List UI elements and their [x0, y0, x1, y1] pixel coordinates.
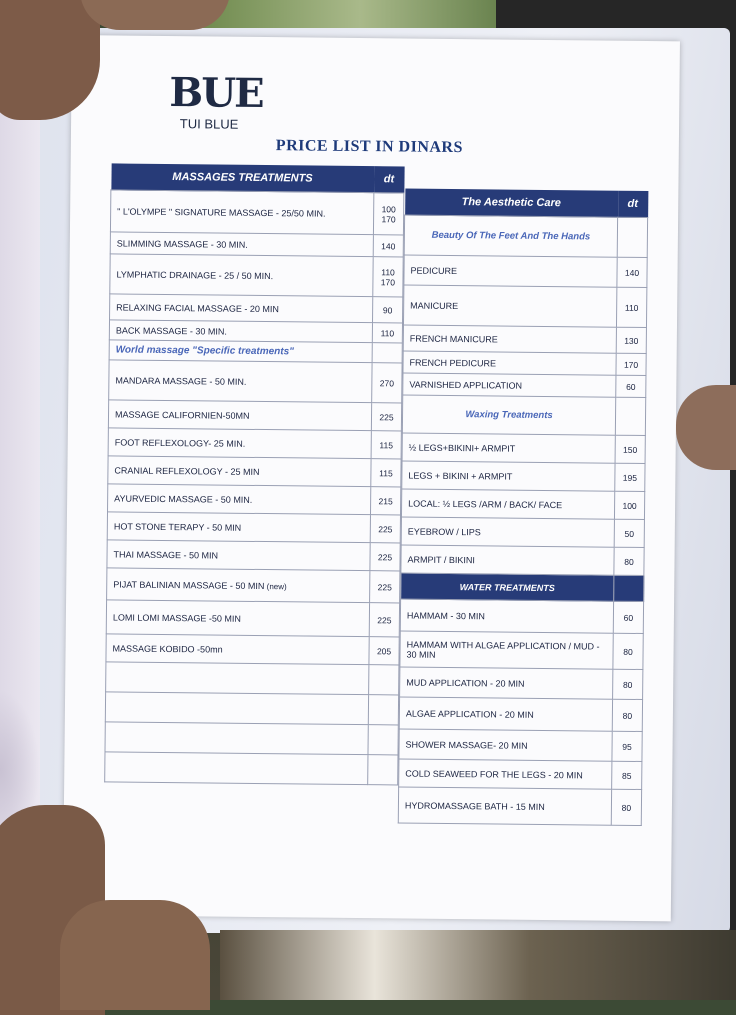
massage-row [110, 190, 403, 235]
service-price: 195 [615, 463, 645, 491]
new-badge: (new) [264, 581, 287, 591]
logo-subtitle: TUI BLUE [179, 116, 239, 132]
aesthetic-unit-header: dt [618, 191, 648, 218]
aesthetic-rows [398, 215, 647, 826]
water-treatment-row [399, 759, 642, 790]
water-treatment-row [399, 697, 642, 732]
service-name: LOCAL: ½ LEGS /ARM / BACK/ FACE [401, 489, 614, 519]
service-price: 95 [612, 731, 642, 761]
service-name: ½ LEGS+BIKINI+ ARMPIT [402, 433, 615, 463]
massage-name: RELAXING FACIAL MASSAGE - 20 MIN [110, 294, 373, 323]
massage-name: LYMPHATIC DRAINAGE - 25 / 50 MIN. [110, 254, 373, 297]
massage-price: 225 [370, 543, 400, 571]
massage-name: FOOT REFLEXOLOGY- 25 MIN. [108, 428, 371, 459]
nail-care-row [404, 255, 647, 288]
service-price: 85 [612, 761, 642, 789]
massage-price: 270 [372, 363, 402, 403]
empty-cell [368, 695, 398, 725]
massage-row [109, 360, 402, 403]
empty-cell [369, 665, 399, 695]
massage-name: MASSAGE CALIFORNIEN-50MN [108, 400, 371, 431]
massage-row [108, 484, 401, 515]
massage-price: 225 [370, 571, 400, 603]
massage-price: 110 170 [373, 257, 403, 297]
service-name: PEDICURE [404, 255, 617, 287]
empty-row [106, 662, 399, 695]
massage-name: " L'OLYMPE " SIGNATURE MASSAGE - 25/50 MIN. [110, 190, 373, 235]
empty-row [105, 722, 398, 755]
massage-row [106, 634, 399, 665]
massage-price: 225 [371, 403, 401, 431]
massage-price: 225 [370, 515, 400, 543]
massage-price: 215 [370, 487, 400, 515]
massage-price: 115 [371, 459, 401, 487]
waxing-row [402, 433, 645, 464]
logo-mark: BUE [169, 69, 263, 117]
empty-cell [105, 752, 368, 785]
massage-name: LOMI LOMI MASSAGE -50 MIN [106, 600, 369, 637]
water-treatment-row [399, 729, 642, 762]
massage-name: SLIMMING MASSAGE - 30 MIN. [110, 232, 373, 257]
section-row-waxing [402, 395, 645, 436]
massage-name: THAI MASSAGE - 50 MIN [107, 540, 370, 571]
empty-cell [105, 722, 368, 755]
massage-row [108, 400, 401, 431]
hand-bottom-left-palm [60, 900, 210, 1010]
waxing-row [401, 545, 644, 576]
massage-row [106, 600, 399, 637]
section-title: WATER TREATMENTS [401, 573, 614, 601]
massage-name: MASSAGE KOBIDO -50mn [106, 634, 369, 665]
service-name: ALGAE APPLICATION - 20 MIN [399, 697, 612, 731]
empty-cell [105, 692, 368, 725]
massage-row [110, 232, 403, 257]
massage-price [372, 343, 402, 363]
waxing-row [402, 461, 645, 492]
service-price: 130 [616, 327, 646, 353]
massage-row [107, 512, 400, 543]
header-cell [614, 575, 644, 601]
service-name: HAMMAM - 30 MIN [400, 599, 613, 633]
massage-price: 110 [372, 323, 402, 343]
empty-cell [368, 725, 398, 755]
empty-row [105, 752, 398, 785]
massage-treatments-table [104, 163, 404, 785]
massage-rows [105, 190, 404, 785]
nail-care-row [403, 351, 646, 376]
service-price: 150 [615, 435, 645, 463]
service-name: HAMMAM WITH ALGAE APPLICATION / MUD - 30 MIN [400, 631, 613, 669]
massage-price: 205 [369, 637, 399, 665]
service-price: 80 [613, 669, 643, 699]
service-name: VARNISHED APPLICATION [403, 373, 616, 397]
water-treatment-row [400, 631, 643, 670]
service-name: SHOWER MASSAGE- 20 MIN [399, 729, 612, 761]
massage-row [108, 428, 401, 459]
massage-unit-header: dt [374, 166, 404, 193]
service-price: 80 [613, 633, 643, 669]
service-price: 100 [614, 491, 644, 519]
service-name: EYEBROW / LIPS [401, 517, 614, 547]
service-name: FRENCH MANICURE [403, 325, 616, 353]
massage-header: MASSAGES TREATMENTS [111, 163, 374, 192]
massage-price: 225 [369, 603, 399, 637]
hand-top-left-fingers [80, 0, 230, 30]
empty-cell [368, 755, 398, 785]
section-title: Waxing Treatments [402, 395, 615, 435]
service-price: 60 [613, 601, 643, 633]
massage-price: 90 [373, 297, 403, 323]
massage-row [110, 254, 403, 297]
waxing-row [401, 517, 644, 548]
water-treatment-row [400, 667, 643, 700]
aesthetic-header: The Aesthetic Care [405, 188, 618, 217]
waxing-row [401, 489, 644, 520]
massage-name: AYURVEDIC MASSAGE - 50 MIN. [108, 484, 371, 515]
massage-name: PIJAT BALINIAN MASSAGE - 50 MIN (new) [107, 568, 370, 603]
massage-name: CRANIAL REFLEXOLOGY - 25 MIN [108, 456, 371, 487]
massage-price: 100 170 [373, 193, 403, 235]
empty-cell [615, 397, 645, 435]
massage-price: 115 [371, 431, 401, 459]
service-name: HYDROMASSAGE BATH - 15 MIN [398, 787, 611, 825]
service-name: FRENCH PEDICURE [403, 351, 616, 375]
service-price: 60 [616, 375, 646, 397]
massage-price: 140 [373, 235, 403, 257]
massage-row [110, 294, 403, 323]
service-price: 110 [616, 287, 646, 327]
page-title: PRICE LIST IN DINARS [275, 137, 464, 157]
section-title: Beauty Of The Feet And The Hands [404, 215, 617, 257]
empty-cell [106, 662, 369, 695]
nail-care-row [403, 325, 646, 354]
service-name: LEGS + BIKINI + ARMPIT [402, 461, 615, 491]
background-ground [220, 930, 736, 1000]
empty-row [105, 692, 398, 725]
water-treatment-row [400, 599, 643, 634]
price-list-page [63, 35, 680, 921]
massage-row [107, 540, 400, 571]
section-row-feet-hands [404, 215, 647, 258]
service-price: 80 [614, 547, 644, 575]
service-name: ARMPIT / BIKINI [401, 545, 614, 575]
service-name: COLD SEAWEED FOR THE LEGS - 20 MIN [399, 759, 612, 789]
massage-name: HOT STONE TERAPY - 50 MIN [107, 512, 370, 543]
service-name: MUD APPLICATION - 20 MIN [400, 667, 613, 699]
section-row-water [401, 573, 644, 602]
nail-care-row [403, 373, 646, 398]
tui-blue-logo [169, 69, 263, 132]
aesthetic-care-table [398, 188, 649, 826]
nail-care-row [403, 285, 646, 328]
service-price: 50 [614, 519, 644, 547]
massage-name: BACK MASSAGE - 30 MIN. [109, 320, 372, 343]
section-title: World massage "Specific treatments" [109, 340, 372, 363]
empty-cell [617, 217, 647, 257]
service-name: MANICURE [403, 285, 616, 327]
service-price: 170 [616, 353, 646, 375]
water-treatment-row [398, 787, 641, 826]
massage-row [108, 456, 401, 487]
service-price: 80 [611, 789, 641, 825]
massage-row [107, 568, 400, 603]
massage-name: MANDARA MASSAGE - 50 MIN. [109, 360, 372, 403]
service-price: 80 [612, 699, 642, 731]
service-price: 140 [617, 257, 647, 287]
